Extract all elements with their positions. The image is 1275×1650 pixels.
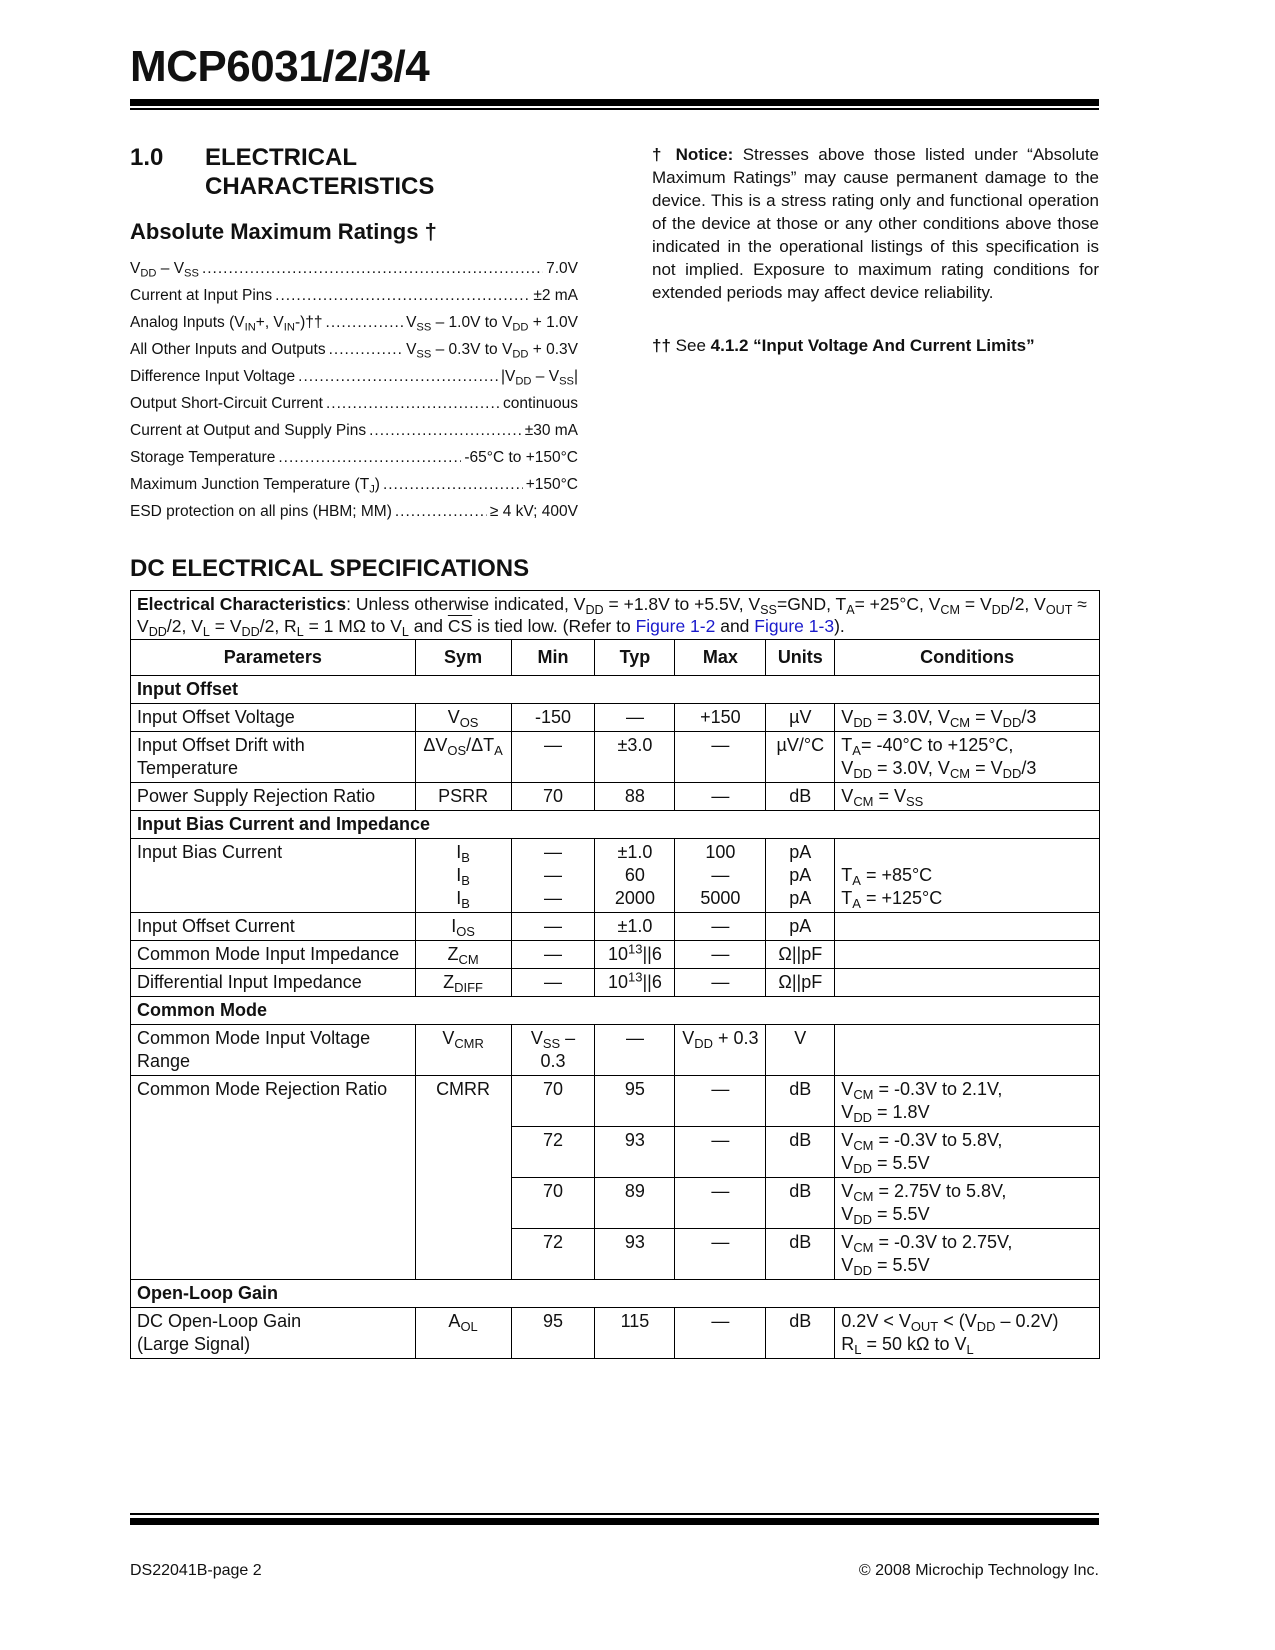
rating-row: [130, 314, 578, 341]
rating-row: [130, 503, 578, 530]
abs-max-heading: Absolute Maximum Ratings †: [130, 219, 437, 244]
rating-row: [130, 449, 578, 476]
notice-paragraph: [652, 143, 1099, 304]
rating-label: Output Short-Circuit Current: [130, 395, 323, 412]
rating-value: $V_{SS} - 1.0V$ to $V_{DD} + 1.0V$: [406, 314, 578, 334]
page-number: DS22041B-page 2: [130, 1562, 262, 1579]
rating-value: ±30 mA: [524, 422, 578, 439]
column-header: Parameters: [131, 640, 416, 676]
section-reference: 4.1.2 “Input Voltage And Current Limits”: [710, 336, 1035, 355]
copyright: © 2008 Microchip Technology Inc.: [858, 1562, 1099, 1579]
dagger-label: ††: [652, 336, 671, 355]
group-header-row: Common Mode: [131, 997, 1100, 1025]
rating-value: -65°C to +150°C: [464, 449, 578, 466]
notice-label: † Notice:: [652, 145, 734, 164]
column-header: Typ: [595, 640, 675, 676]
rating-label: ESD protection on all pins (HBM; MM): [130, 503, 392, 520]
rating-label: Difference Input Voltage: [130, 368, 296, 385]
rating-row: [130, 341, 578, 368]
header-rule-thin: [130, 108, 1099, 110]
electrical-characteristics-note: Electrical Characteristics: Unless otherwise indicated, $V_{DD} = +1.8V$ to +5.5V, $V_{SS}=GND$, $T_A= +25^\circ C$, $V_{CM} = V_{DD}/2$, $V_{OUT} \approx V_{DD}/2$, $V_L = V_{DD}/2$, $R_L = 1$ MΩ to $V_L$ and $\overline{CS}$ is tied low. (Refer to Figure 1-2 and Figure 1-3).: [131, 591, 1100, 640]
table-row: 72 93 — dB $V_{CM} = -0.3V$ to 2.75V, $V_{DD} = 5.5V$: [131, 1229, 1100, 1280]
rating-label: Current at Output and Supply Pins: [130, 422, 367, 439]
notice-text: Stresses above those listed under “Absolute Maximum Ratings” may cause permanent damage to the device. This is a stress rating only and functional operation of the device at those or any other conditions above those indicated in the operational listings of this specification is not implied. Exposure to maximum rating conditions for extended periods may affect device reliability.: [652, 145, 1099, 302]
dc-spec-table: [130, 590, 1100, 1359]
table-row: Differential Input Impedance $Z_{DIFF}$ — $10^{13}||6$ — Ω||pF: [131, 969, 1100, 997]
column-header: Units: [766, 640, 835, 676]
rating-label: Current at Input Pins: [130, 287, 273, 304]
footer-rule-thick: [130, 1518, 1099, 1525]
figure-link[interactable]: Figure 1-2: [635, 616, 716, 636]
rating-row: [130, 368, 578, 395]
rating-label: Analog Inputs ($V_{IN}+$, $V_{IN}-)\dagger\dagger$: [130, 314, 323, 334]
table-row: Input Bias Current $I_B$ $I_B$ $I_B$ — — — ±1.0 60 2000 100 — 5000 pA pA pA $T_A = +85^\circ C$ $T_A = +125^\circ C$: [131, 839, 1100, 913]
group-header-row: Input Bias Current and Impedance: [131, 811, 1100, 839]
section-number: 1.0: [130, 144, 164, 171]
dc-spec-heading: DC ELECTRICAL SPECIFICATIONS: [130, 555, 530, 582]
rating-label: Storage Temperature: [130, 449, 276, 466]
group-header-row: Input Offset: [131, 676, 1100, 704]
rating-label: Maximum Junction Temperature $(T_J)$: [130, 476, 380, 496]
rating-value: ±2 mA: [533, 287, 578, 304]
rating-value: $V_{SS} - 0.3V$ to $V_{DD} + 0.3V$: [406, 341, 578, 361]
section-heading: [130, 143, 434, 201]
table-row: Common Mode Input Voltage Range $V_{CMR}$ $V_{SS} - 0.3$ — $V_{DD} + 0.3$ V: [131, 1025, 1100, 1076]
rating-value: ≥ 4 kV; 400V: [489, 503, 578, 520]
table-row: Power Supply Rejection Ratio PSRR 70 88 — dB $V_{CM} = V_{SS}$: [131, 783, 1100, 811]
table-row: Common Mode Input Impedance $Z_{CM}$ — $10^{13}||6$ — Ω||pF: [131, 941, 1100, 969]
table-header-row: [131, 640, 1100, 676]
rating-row: [130, 395, 578, 422]
dagger-note: †† See 4.1.2 “Input Voltage And Current Limits”: [652, 336, 1035, 355]
document-title: MCP6031/2/3/4: [130, 42, 430, 91]
column-header: Max: [675, 640, 766, 676]
rating-value: +150°C: [525, 476, 578, 493]
rating-row: [130, 422, 578, 449]
section-title-line1: ELECTRICAL: [205, 144, 357, 171]
table-row: Input Offset Current $I_{OS}$ — ±1.0 — pA: [131, 913, 1100, 941]
rating-value: $|V_{DD} - V_{SS}|$: [501, 368, 578, 388]
rating-row: [130, 287, 578, 314]
column-header: Conditions: [835, 640, 1100, 676]
section-title-line2: CHARACTERISTICS: [205, 173, 435, 200]
rating-row: [130, 476, 578, 503]
table-caption-row: [131, 591, 1100, 640]
footer-rule-thin: [130, 1513, 1099, 1515]
table-row: 72 93 — dB $V_{CM} = -0.3V$ to 5.8V, $V_{DD} = 5.5V$: [131, 1127, 1100, 1178]
rating-label: All Other Inputs and Outputs: [130, 341, 326, 358]
abs-max-ratings-list: [130, 260, 578, 530]
rating-row: [130, 260, 578, 287]
table-row: DC Open-Loop Gain (Large Signal) $A_{OL}$ 95 115 — dB $0.2V < V_{OUT} < (V_{DD} - 0.2V)$ $R_L = 50$ kΩ to $V_L$: [131, 1308, 1100, 1359]
group-header-row: Open-Loop Gain: [131, 1280, 1100, 1308]
header-rule-thick: [130, 99, 1099, 106]
table-row: Input Offset Voltage $V_{OS}$ -150 — +150 µV $V_{DD} = 3.0V$, $V_{CM} = V_{DD}/3$: [131, 704, 1100, 732]
rating-label: $V_{DD} - V_{SS}$: [130, 260, 199, 280]
column-header: Sym: [415, 640, 511, 676]
figure-link[interactable]: Figure 1-3: [754, 616, 835, 636]
rating-value: continuous: [503, 395, 578, 412]
table-row: Common Mode Rejection Ratio CMRR 70 95 — dB $V_{CM} = -0.3V$ to 2.1V, $V_{DD} = 1.8V$: [131, 1076, 1100, 1127]
table-row: Input Offset Drift with Temperature $\Delta V_{OS}/\Delta T_A$ — ±3.0 — µV/°C $T_A= -40^\circ C$ to +125°C, $V_{DD} = 3.0V$, $V_{CM} = V_{DD}/3$: [131, 732, 1100, 783]
table-row: 70 89 — dB $V_{CM} = 2.75V$ to 5.8V, $V_{DD} = 5.5V$: [131, 1178, 1100, 1229]
column-header: Min: [511, 640, 595, 676]
rating-value: 7.0V: [546, 260, 578, 277]
